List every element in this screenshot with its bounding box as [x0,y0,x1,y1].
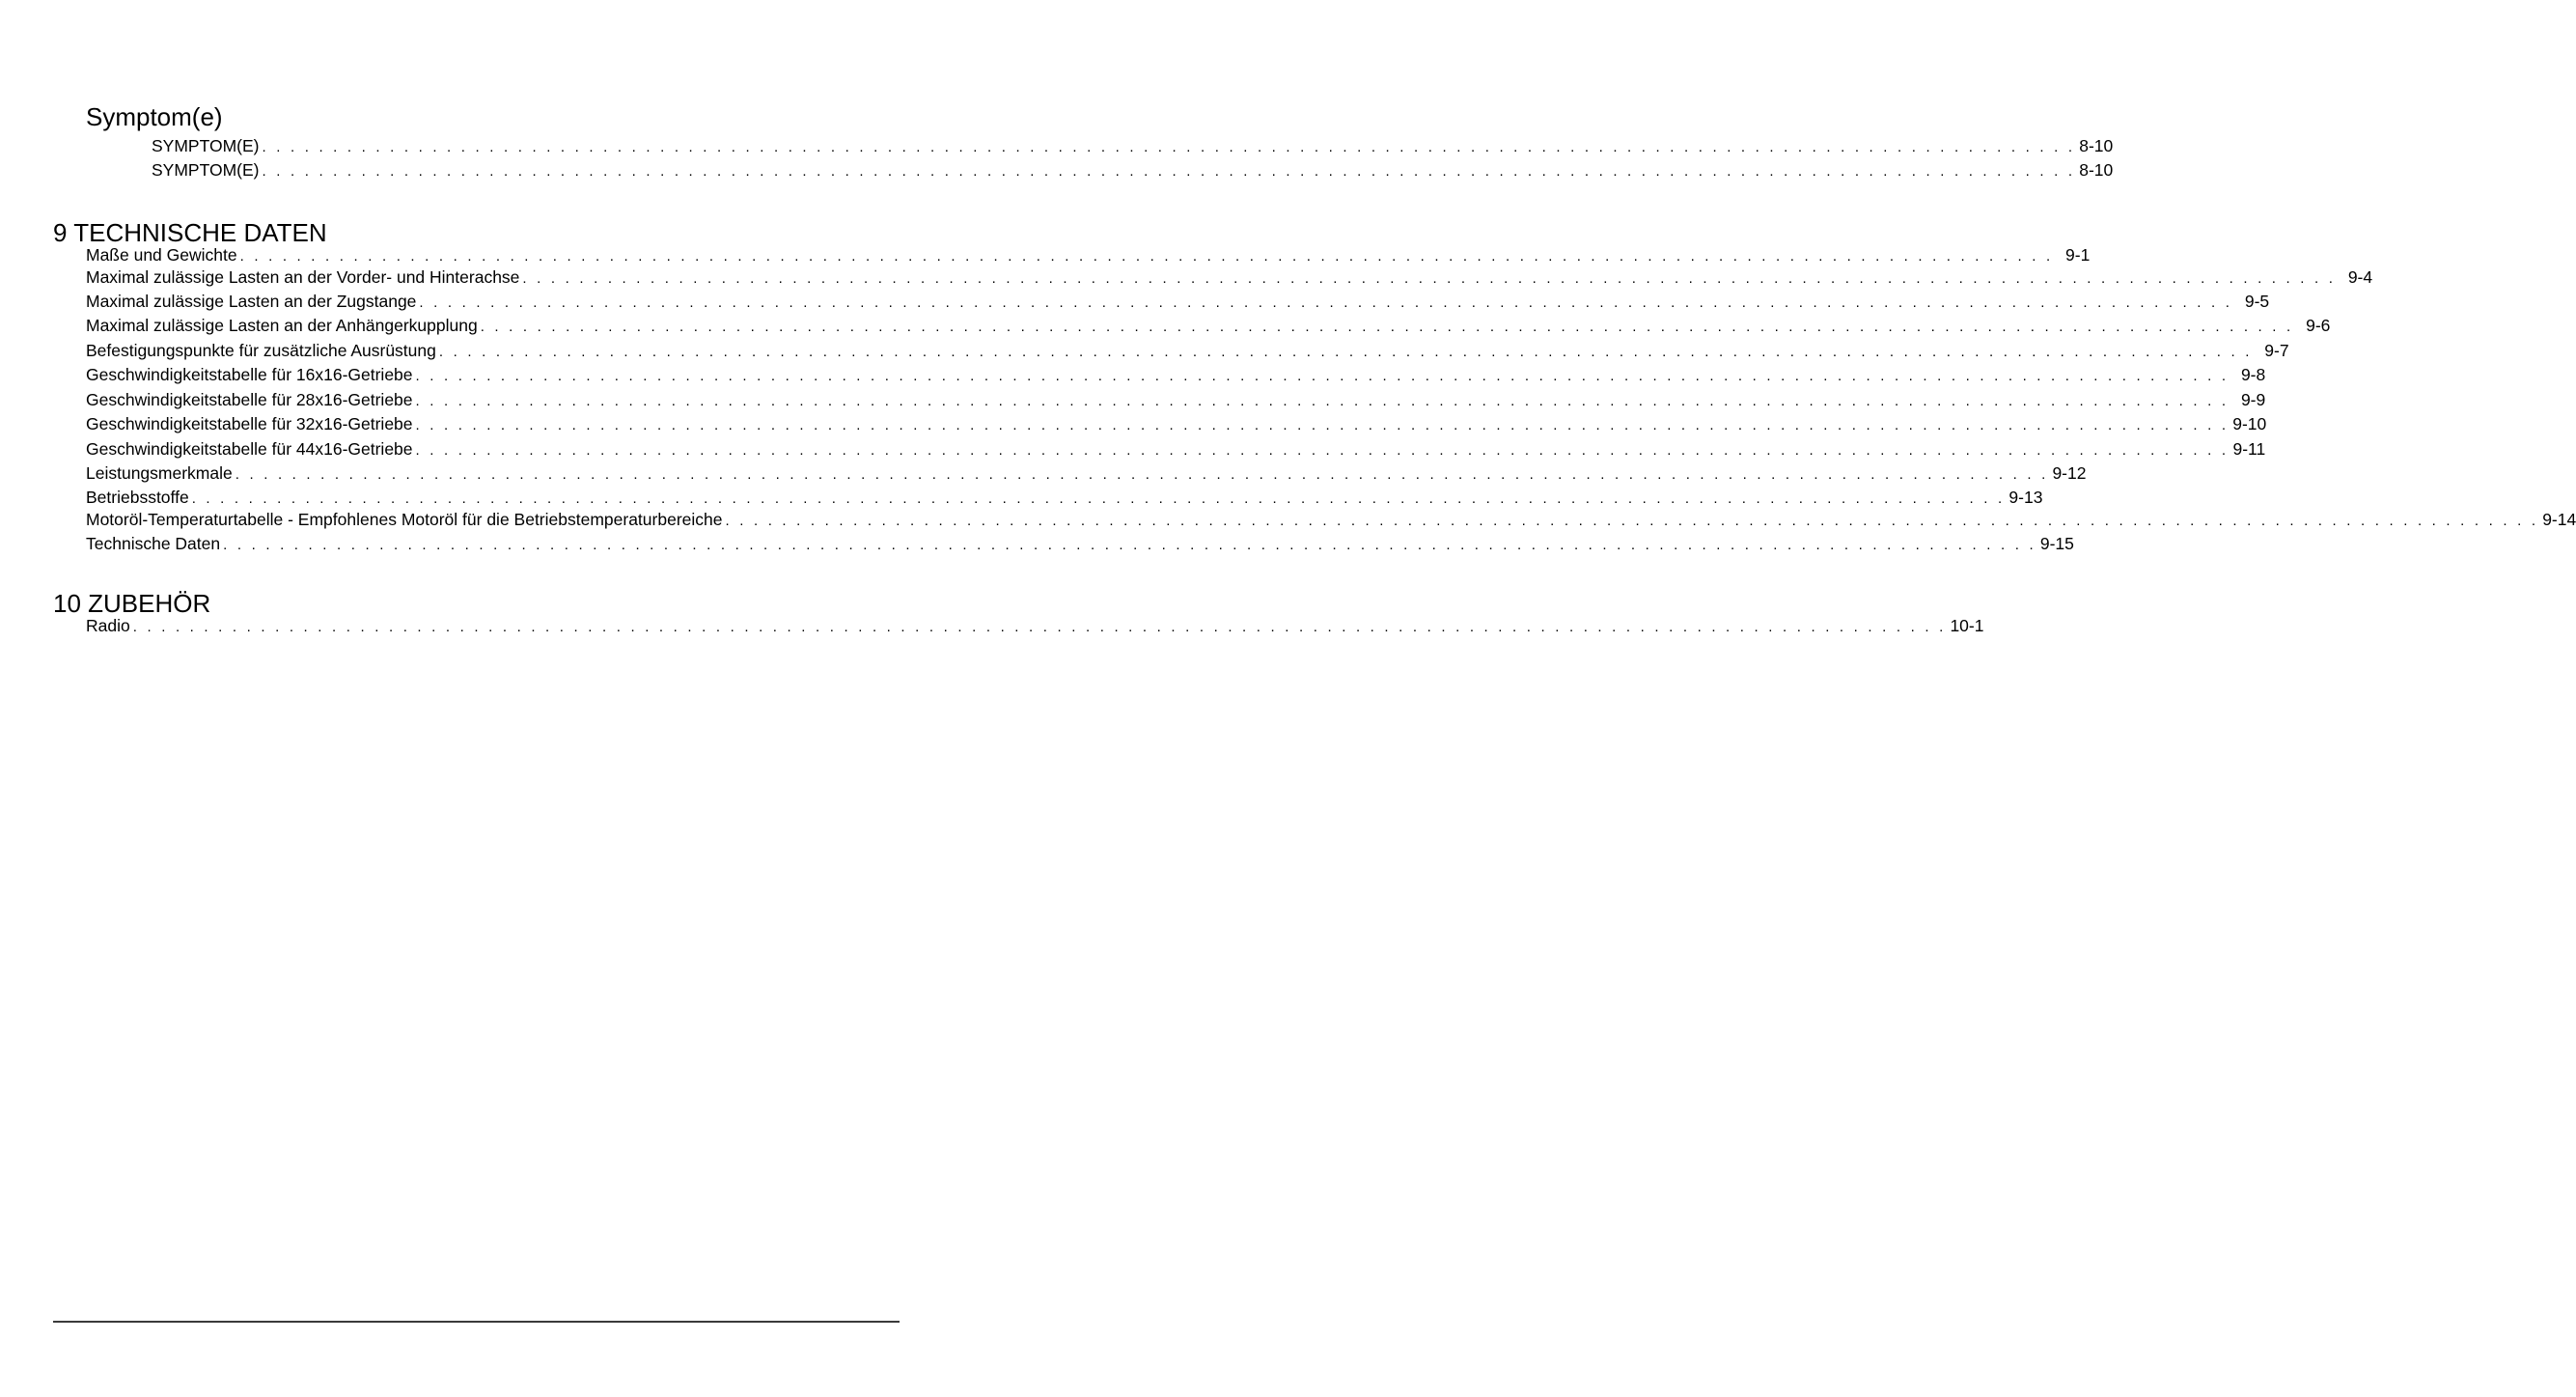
toc-entry-title: Maximal zulässige Lasten an der Zugstange [86,292,417,311]
toc-entry-page: 9-1 [2065,245,2091,265]
toc-entry-page: 9-10 [2232,414,2267,433]
dot-leader: . . . . . . . . . . . . . . . . . . . . . . . . . . . . . . . . . . . . . . . . . . . . . . . . . . . . . . . . . . . . . . . . . . . . . . . . . . . . . . . . . . . . . . . . . . . . . . . . . . . . . . . . . . . . . . . . . . . . . . . . . . . . . . . . [415,393,2230,409]
dot-leader: . . . . . . . . . . . . . . . . . . . . . . . . . . . . . . . . . . . . . . . . . . . . . . . . . . . . . . . . . . . . . . . . . . . . . . . . . . . . . . . . . . . . . . . . . . . . . . . . . . . . . . . . . . . . . . . . . . . . . . . . . . . . . . . . [725,513,2539,529]
toc-entry-title: Befestigungspunkte für zusätzliche Ausrüstung [86,341,436,360]
section-heading-symptom: Symptom(e) [86,102,223,131]
toc-entry[interactable] [86,341,2289,360]
toc-entry-page: 9-13 [2008,488,2043,507]
toc-entry-page: 9-4 [2347,267,2373,287]
toc-entry-page: 8-10 [2079,160,2114,180]
toc-entry-page: 10-1 [1950,616,1984,635]
toc-entry-title: Leistungsmerkmale [86,463,233,483]
toc-entry[interactable] [86,616,1984,635]
dot-leader: . . . . . . . . . . . . . . . . . . . . . . . . . . . . . . . . . . . . . . . . . . . . . . . . . . . . . . . . . . . . . . . . . . . . . . . . . . . . . . . . . . . . . . . . . . . . . . . . . . . . . . . . . . . . . . . . . . . . . . . . . . . . . . . . [262,139,2076,155]
toc-entry-page: 9-7 [2264,341,2289,360]
dot-leader: . . . . . . . . . . . . . . . . . . . . . . . . . . . . . . . . . . . . . . . . . . . . . . . . . . . . . . . . . . . . . . . . . . . . . . . . . . . . . . . . . . . . . . . . . . . . . . . . . . . . . . . . . . . . . . . . . . . . . . . . . . . . . . . . [223,537,2036,553]
toc-entry-title: SYMPTOM(E) [152,160,260,180]
toc-entry-title: Motoröl-Temperaturtabelle - Empfohlenes Motoröl für die Betriebstemperaturbereiche [86,510,723,529]
dot-leader: . . . . . . . . . . . . . . . . . . . . . . . . . . . . . . . . . . . . . . . . . . . . . . . . . . . . . . . . . . . . . . . . . . . . . . . . . . . . . . . . . . . . . . . . . . . . . . . . . . . . . . . . . . . . . . . . . . . . . . . . . . . . . . . . [415,417,2230,433]
toc-entry[interactable] [86,292,2270,311]
toc-entry[interactable] [152,160,2114,180]
toc-entry[interactable] [86,510,2576,529]
toc-entry-page: 8-10 [2079,136,2114,155]
toc-entry[interactable] [86,390,2266,409]
toc-entry[interactable] [86,439,2266,459]
toc-entry[interactable] [86,245,2091,265]
toc-entry-page: 9-8 [2240,365,2266,384]
toc-entry-title: Technische Daten [86,534,221,553]
footer-divider [53,1321,900,1323]
dot-leader: . . . . . . . . . . . . . . . . . . . . . . . . . . . . . . . . . . . . . . . . . . . . . . . . . . . . . . . . . . . . . . . . . . . . . . . . . . . . . . . . . . . . . . . . . . . . . . . . . . . . . . . . . . . . . . . . . . . . . . . . . . . . . . . . [262,163,2076,180]
toc-entry-title: Geschwindigkeitstabelle für 32x16-Getriebe [86,414,413,433]
toc-entry-page: 9-15 [2039,534,2074,553]
toc-entry[interactable] [86,316,2331,335]
dot-leader: . . . . . . . . . . . . . . . . . . . . . . . . . . . . . . . . . . . . . . . . . . . . . . . . . . . . . . . . . . . . . . . . . . . . . . . . . . . . . . . . . . . . . . . . . . . . . . . . . . . . . . . . . . . . . . . . . . . . . . . . . . . . . . . . [235,466,2049,483]
toc-entry-page: 9-6 [2306,316,2331,335]
toc-entry-title: Betriebsstoffe [86,488,189,507]
chapter-heading-10: 10 ZUBEHÖR [53,589,211,618]
dot-leader: . . . . . . . . . . . . . . . . . . . . . . . . . . . . . . . . . . . . . . . . . . . . . . . . . . . . . . . . . . . . . . . . . . . . . . . . . . . . . . . . . . . . . . . . . . . . . . . . . . . . . . . . . . . . . . . . . . . . . . . . . . . . . . . . [239,248,2054,265]
dot-leader: . . . . . . . . . . . . . . . . . . . . . . . . . . . . . . . . . . . . . . . . . . . . . . . . . . . . . . . . . . . . . . . . . . . . . . . . . . . . . . . . . . . . . . . . . . . . . . . . . . . . . . . . . . . . . . . . . . . . . . . . . . . . . . . . [480,319,2294,335]
toc-entry[interactable] [86,365,2266,384]
toc-entry-title: Geschwindigkeitstabelle für 44x16-Getriebe [86,439,413,459]
dot-leader: . . . . . . . . . . . . . . . . . . . . . . . . . . . . . . . . . . . . . . . . . . . . . . . . . . . . . . . . . . . . . . . . . . . . . . . . . . . . . . . . . . . . . . . . . . . . . . . . . . . . . . . . . . . . . . . . . . . . . . . . . . . . . . . . [415,368,2230,384]
dot-leader: . . . . . . . . . . . . . . . . . . . . . . . . . . . . . . . . . . . . . . . . . . . . . . . . . . . . . . . . . . . . . . . . . . . . . . . . . . . . . . . . . . . . . . . . . . . . . . . . . . . . . . . . . . . . . . . . . . . . . . . . . . . . . . . . [132,619,1947,635]
toc-entry[interactable] [86,267,2373,287]
toc-entry-title: Maximal zulässige Lasten an der Vorder- und Hinterachse [86,267,520,287]
dot-leader: . . . . . . . . . . . . . . . . . . . . . . . . . . . . . . . . . . . . . . . . . . . . . . . . . . . . . . . . . . . . . . . . . . . . . . . . . . . . . . . . . . . . . . . . . . . . . . . . . . . . . . . . . . . . . . . . . . . . . . . . . . . . . . . . [415,442,2230,459]
dot-leader: . . . . . . . . . . . . . . . . . . . . . . . . . . . . . . . . . . . . . . . . . . . . . . . . . . . . . . . . . . . . . . . . . . . . . . . . . . . . . . . . . . . . . . . . . . . . . . . . . . . . . . . . . . . . . . . . . . . . . . . . . . . . . . . . [191,490,2006,507]
dot-leader: . . . . . . . . . . . . . . . . . . . . . . . . . . . . . . . . . . . . . . . . . . . . . . . . . . . . . . . . . . . . . . . . . . . . . . . . . . . . . . . . . . . . . . . . . . . . . . . . . . . . . . . . . . . . . . . . . . . . . . . . . . . . . . . . [522,270,2337,287]
toc-entry-page: 9-9 [2240,390,2266,409]
toc-entry-title: Radio [86,616,130,635]
dot-leader: . . . . . . . . . . . . . . . . . . . . . . . . . . . . . . . . . . . . . . . . . . . . . . . . . . . . . . . . . . . . . . . . . . . . . . . . . . . . . . . . . . . . . . . . . . . . . . . . . . . . . . . . . . . . . . . . . . . . . . . . . . . . . . . . [419,294,2233,311]
toc-entry-page: 9-5 [2244,292,2270,311]
toc-entry-page: 9-12 [2052,463,2087,483]
chapter-heading-9: 9 TECHNISCHE DATEN [53,218,327,247]
toc-entry-page: 9-11 [2232,439,2266,459]
toc-entry[interactable] [86,488,2043,507]
toc-entry-title: SYMPTOM(E) [152,136,260,155]
toc-entry-title: Maximal zulässige Lasten an der Anhängerkupplung [86,316,478,335]
toc-entry-title: Geschwindigkeitstabelle für 16x16-Getriebe [86,365,413,384]
toc-entry[interactable] [86,463,2087,483]
toc-entry[interactable] [86,414,2267,433]
toc-entry[interactable] [152,136,2114,155]
toc-entry-page: 9-14 [2542,510,2576,529]
dot-leader: . . . . . . . . . . . . . . . . . . . . . . . . . . . . . . . . . . . . . . . . . . . . . . . . . . . . . . . . . . . . . . . . . . . . . . . . . . . . . . . . . . . . . . . . . . . . . . . . . . . . . . . . . . . . . . . . . . . . . . . . . . . . . . . . [438,344,2253,360]
toc-entry-title: Geschwindigkeitstabelle für 28x16-Getriebe [86,390,413,409]
toc-entry[interactable] [86,534,2074,553]
toc-entry-title: Maße und Gewichte [86,245,237,265]
